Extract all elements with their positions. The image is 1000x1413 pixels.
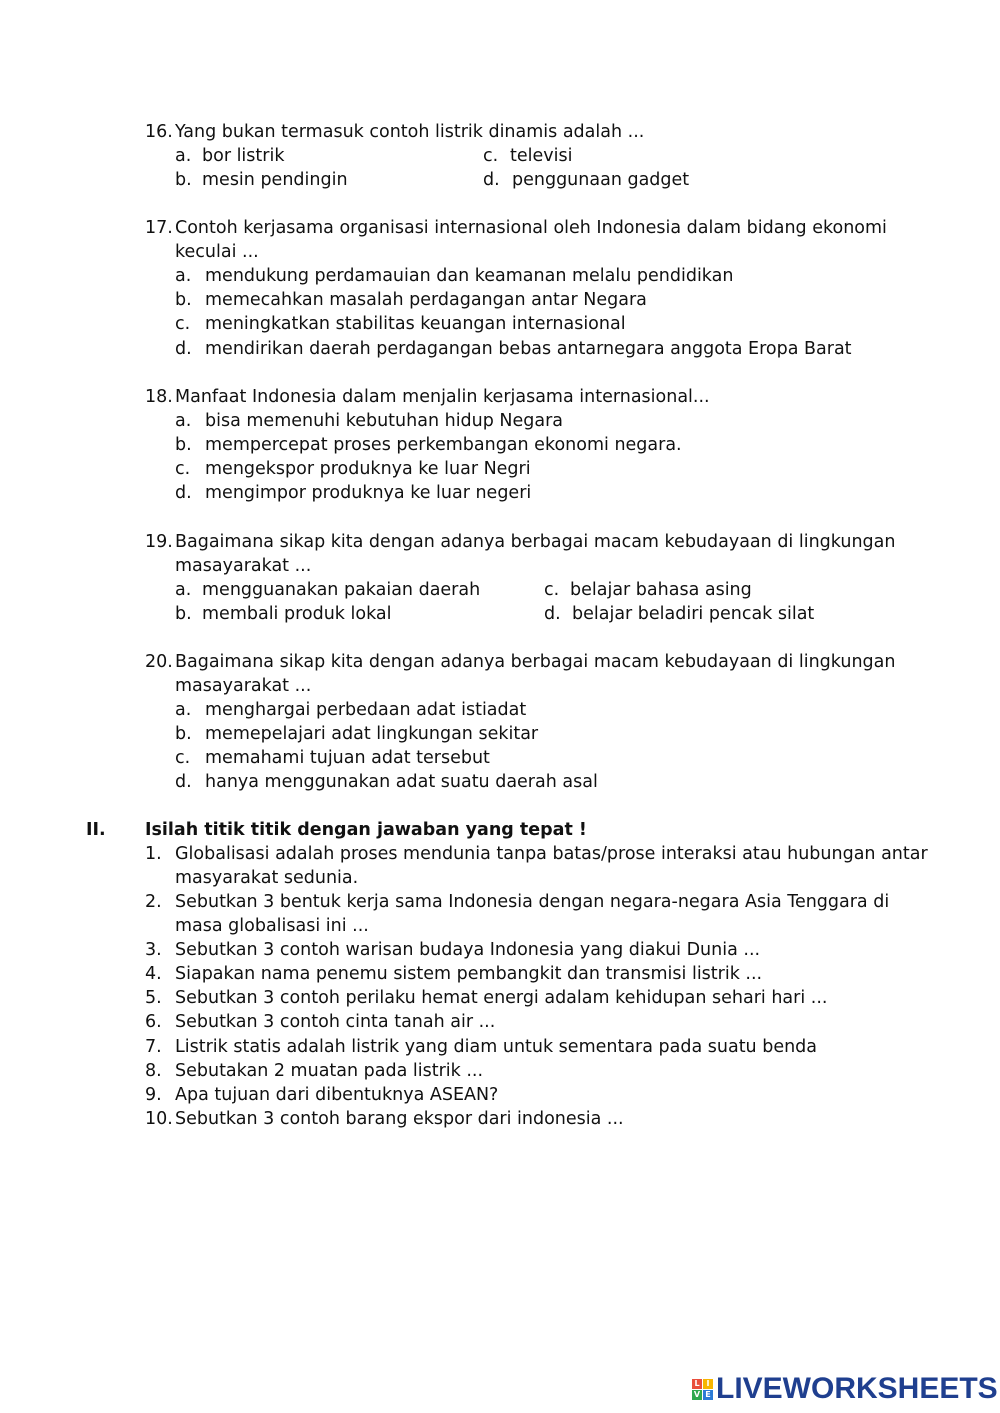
option-letter: a. [175,266,192,286]
item-number: 7. [145,1037,162,1057]
option-text: televisi [510,146,573,166]
question-text-cont: keculai ... [175,242,259,262]
option-letter: c. [175,314,191,334]
question-number: 19. [145,532,173,552]
option-text: mengguanakan pakaian daerah [202,580,481,600]
option-text: bor listrik [202,146,285,166]
option-text: membali produk lokal [202,604,392,624]
item-text-cont: masyarakat sedunia. [175,868,359,888]
question-text-cont: masayarakat ... [175,676,312,696]
question-number: 18. [145,387,173,407]
liveworksheets-logo [692,1373,998,1405]
item-number: 6. [145,1012,162,1032]
item-text: Sebutkan 3 contoh warisan budaya Indonesia yang diakui Dunia ... [175,940,761,960]
option-letter: d. [175,339,192,359]
logo-mark-cell: E [703,1390,713,1400]
option-letter: c. [175,459,191,479]
option-letter: d. [483,170,500,190]
logo-text: LIVEWORKSHEETS [716,1372,998,1405]
item-number: 8. [145,1061,162,1081]
question-text-cont: masayarakat ... [175,556,312,576]
item-number: 9. [145,1085,162,1105]
option-letter: c. [483,146,499,166]
logo-mark-cell: V [693,1389,701,1399]
logo-mark-icon [692,1379,713,1400]
option-letter: d. [175,483,192,503]
item-text: Globalisasi adalah proses mendunia tanpa batas/prose interaksi atau hubungan antar [175,844,928,864]
option-letter: b. [175,435,192,455]
option-text: mempercepat proses perkembangan ekonomi negara. [205,435,682,455]
question-number: 16. [145,122,173,142]
option-text: menghargai perbedaan adat istiadat [205,700,527,720]
item-number: 5. [145,988,162,1008]
logo-mark-cell: I [703,1379,713,1389]
item-number: 3. [145,940,162,960]
option-text: belajar beladiri pencak silat [572,604,815,624]
option-text: bisa memenuhi kebutuhan hidup Negara [205,411,564,431]
option-letter: a. [175,146,192,166]
section-title: Isilah titik titik dengan jawaban yang tepat ! [145,820,587,840]
logo-mark-cell: L [692,1379,702,1389]
option-text: meningkatkan stabilitas keuangan internasional [205,314,626,334]
question-text: Yang bukan termasuk contoh listrik dinamis adalah ... [175,122,645,142]
option-letter: a. [175,700,192,720]
question-text: Bagaimana sikap kita dengan adanya berbagai macam kebudayaan di lingkungan [175,652,896,672]
question-text: Contoh kerjasama organisasi internasional oleh Indonesia dalam bidang ekonomi [175,218,887,238]
option-letter: a. [175,580,192,600]
item-number: 2. [145,892,162,912]
option-letter: d. [175,772,192,792]
item-text: Apa tujuan dari dibentuknya ASEAN? [175,1085,499,1105]
option-text: mesin pendingin [202,170,348,190]
item-text: Sebutkan 3 bentuk kerja sama Indonesia dengan negara-negara Asia Tenggara di [175,892,890,912]
option-text: mengekspor produknya ke luar Negri [205,459,531,479]
option-letter: c. [175,748,191,768]
option-text: penggunaan gadget [512,170,690,190]
section-numeral: II. [86,820,106,840]
item-number: 4. [145,964,162,984]
item-text: Sebutkan 3 contoh perilaku hemat energi adalam kehidupan sehari hari ... [175,988,828,1008]
option-letter: d. [544,604,561,624]
option-text: memecahkan masalah perdagangan antar Negara [205,290,647,310]
option-text: hanya menggunakan adat suatu daerah asal [205,772,598,792]
option-text: belajar bahasa asing [570,580,752,600]
item-text: Listrik statis adalah listrik yang diam untuk sementara pada suatu benda [175,1037,818,1057]
question-text: Bagaimana sikap kita dengan adanya berbagai macam kebudayaan di lingkungan [175,532,896,552]
option-letter: a. [175,411,192,431]
option-letter: b. [175,170,192,190]
item-number: 10. [145,1109,173,1129]
question-number: 17. [145,218,173,238]
option-letter: b. [175,290,192,310]
option-text: mendirikan daerah perdagangan bebas antarnegara anggota Eropa Barat [205,339,852,359]
item-text: Sebutkan 3 contoh cinta tanah air ... [175,1012,496,1032]
option-letter: c. [544,580,560,600]
option-letter: b. [175,724,192,744]
question-number: 20. [145,652,173,672]
item-number: 1. [145,844,162,864]
option-text: memepelajari adat lingkungan sekitar [205,724,539,744]
option-text: mengimpor produknya ke luar negeri [205,483,532,503]
item-text: Sebutkan 3 contoh barang ekspor dari indonesia ... [175,1109,624,1129]
option-text: mendukung perdamauian dan keamanan melalu pendidikan [205,266,734,286]
item-text: Sebutakan 2 muatan pada listrik ... [175,1061,484,1081]
question-text: Manfaat Indonesia dalam menjalin kerjasama internasional... [175,387,710,407]
option-text: memahami tujuan adat tersebut [205,748,490,768]
item-text: Siapakan nama penemu sistem pembangkit dan transmisi listrik ... [175,964,763,984]
option-letter: b. [175,604,192,624]
item-text-cont: masa globalisasi ini ... [175,916,369,936]
